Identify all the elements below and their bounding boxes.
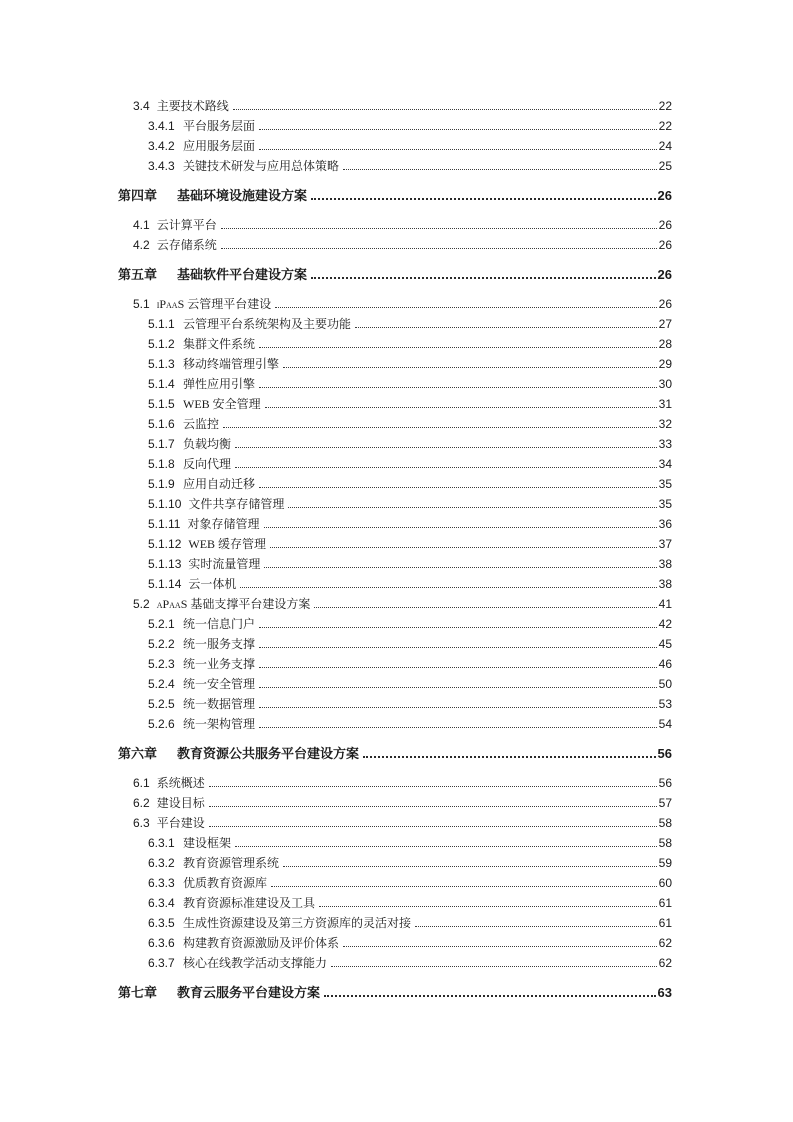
toc-leader-dots <box>324 986 656 997</box>
toc-leader-dots <box>259 678 657 688</box>
toc-entry-page: 36 <box>658 517 672 531</box>
toc-leader-dots <box>209 797 657 807</box>
toc-entry-number: 5.1.6 <box>148 417 175 431</box>
toc-entry-number: 6.3 <box>133 816 150 830</box>
toc-entry-page: 38 <box>658 557 672 571</box>
toc-entry-number: 5.1 <box>133 297 150 311</box>
toc-leader-dots <box>235 438 657 448</box>
toc-entry[interactable] <box>118 474 672 494</box>
toc-entry-page: 60 <box>658 876 672 890</box>
toc-chapter-entry[interactable] <box>118 185 672 206</box>
toc-entry[interactable] <box>118 953 672 973</box>
toc-entry-number: 6.3.2 <box>148 856 175 870</box>
toc-entry-number: 第六章 <box>118 746 158 761</box>
toc-entry[interactable] <box>118 534 672 554</box>
toc <box>118 96 672 1003</box>
toc-leader-dots <box>235 458 657 468</box>
toc-entry-number: 5.2.4 <box>148 677 175 691</box>
toc-entry-page: 59 <box>658 856 672 870</box>
toc-entry[interactable] <box>118 554 672 574</box>
toc-entry-title: 云存储系统 <box>156 238 217 252</box>
toc-entry[interactable] <box>118 434 672 454</box>
toc-entry[interactable] <box>118 833 672 853</box>
toc-leader-dots <box>355 318 657 328</box>
toc-entry-page: 35 <box>658 497 672 511</box>
toc-entry[interactable] <box>118 354 672 374</box>
toc-entry-page: 37 <box>658 537 672 551</box>
toc-leader-dots <box>343 160 657 170</box>
toc-leader-dots <box>221 219 657 229</box>
toc-entry-number: 6.1 <box>133 776 150 790</box>
toc-leader-dots <box>209 817 657 827</box>
toc-entry-number: 5.1.14 <box>148 577 182 591</box>
toc-entry-page: 45 <box>658 637 672 651</box>
toc-entry[interactable] <box>118 235 672 255</box>
toc-leader-dots <box>283 857 657 867</box>
toc-entry-title: 云一体机 <box>188 577 237 591</box>
toc-entry-page: 50 <box>658 677 672 691</box>
toc-entry-title: 基础软件平台建设方案 <box>177 267 308 282</box>
toc-entry-page: 53 <box>658 697 672 711</box>
toc-entry-number: 5.1.4 <box>148 377 175 391</box>
toc-entry-number: 5.1.12 <box>148 537 182 551</box>
toc-entry-page: 22 <box>658 99 672 113</box>
toc-entry[interactable] <box>118 913 672 933</box>
toc-entry[interactable] <box>118 514 672 534</box>
toc-entry[interactable] <box>118 454 672 474</box>
toc-entry[interactable] <box>118 634 672 654</box>
toc-entry[interactable] <box>118 334 672 354</box>
toc-entry-number: 6.3.1 <box>148 836 175 850</box>
toc-entry-title: 生成性资源建设及第三方资源库的灵活对接 <box>183 916 412 930</box>
toc-chapter-entry[interactable] <box>118 264 672 285</box>
toc-entry[interactable] <box>118 853 672 873</box>
toc-entry[interactable] <box>118 374 672 394</box>
toc-entry-title: 教育资源管理系统 <box>183 856 280 870</box>
toc-leader-dots <box>259 618 657 628</box>
toc-entry[interactable] <box>118 394 672 414</box>
toc-leader-dots <box>363 747 656 758</box>
toc-entry-title: 平台建设 <box>156 816 205 830</box>
toc-entry-page: 38 <box>658 577 672 591</box>
toc-leader-dots <box>343 937 657 947</box>
toc-entry-number: 第七章 <box>118 985 158 1000</box>
toc-entry[interactable] <box>118 714 672 734</box>
toc-entry-title: 统一数据管理 <box>183 697 256 711</box>
toc-entry-number: 6.2 <box>133 796 150 810</box>
toc-entry-number: 4.2 <box>133 238 150 252</box>
toc-entry-number: 5.1.9 <box>148 477 175 491</box>
toc-entry[interactable] <box>118 294 672 314</box>
toc-entry-title: 建设目标 <box>156 796 205 810</box>
toc-leader-dots <box>275 298 656 308</box>
toc-entry-page: 61 <box>658 916 672 930</box>
toc-chapter-entry[interactable] <box>118 743 672 764</box>
toc-entry-number: 5.1.7 <box>148 437 175 451</box>
toc-entry-number: 6.3.7 <box>148 956 175 970</box>
toc-entry-title: 教育云服务平台建设方案 <box>177 985 321 1000</box>
toc-entry-title: 云计算平台 <box>156 218 217 232</box>
toc-entry-title: 基础环境设施建设方案 <box>177 188 308 203</box>
toc-leader-dots <box>259 658 657 668</box>
toc-entry-page: 28 <box>658 337 672 351</box>
toc-leader-dots <box>259 338 657 348</box>
toc-entry[interactable] <box>118 893 672 913</box>
toc-entry-page: 26 <box>657 188 672 203</box>
toc-leader-dots <box>259 718 657 728</box>
toc-entry-title: 平台服务层面 <box>183 119 256 133</box>
toc-entry-title: 应用自动迁移 <box>183 477 256 491</box>
toc-entry-number: 5.2 <box>133 597 150 611</box>
toc-entry[interactable] <box>118 314 672 334</box>
toc-leader-dots <box>311 268 656 279</box>
toc-entry-title: 统一信息门户 <box>183 617 256 631</box>
toc-entry[interactable] <box>118 414 672 434</box>
toc-entry-page: 42 <box>658 617 672 631</box>
toc-leader-dots <box>314 598 656 608</box>
toc-entry-page: 58 <box>658 816 672 830</box>
toc-entry-page: 32 <box>658 417 672 431</box>
toc-entry-page: 56 <box>657 746 672 761</box>
toc-entry[interactable] <box>118 674 672 694</box>
toc-entry-page: 62 <box>658 956 672 970</box>
toc-entry-title: 云监控 <box>183 417 220 431</box>
toc-entry-title: aPaaS 基础支撑平台建设方案 <box>156 597 311 611</box>
toc-entry-number: 第四章 <box>118 188 158 203</box>
toc-entry-number: 5.1.5 <box>148 397 175 411</box>
toc-entry-title: WEB 缓存管理 <box>188 537 267 551</box>
toc-entry[interactable] <box>118 813 672 833</box>
toc-entry-title: 云管理平台系统架构及主要功能 <box>183 317 352 331</box>
toc-entry-page: 34 <box>658 457 672 471</box>
toc-entry-page: 33 <box>658 437 672 451</box>
toc-entry[interactable] <box>118 614 672 634</box>
toc-leader-dots <box>209 777 657 787</box>
toc-entry-title: 核心在线教学活动支撑能力 <box>183 956 328 970</box>
toc-entry-title: 反向代理 <box>183 457 232 471</box>
toc-entry-number: 5.1.8 <box>148 457 175 471</box>
toc-entry-number: 5.2.1 <box>148 617 175 631</box>
toc-entry-number: 5.1.10 <box>148 497 182 511</box>
toc-entry-page: 29 <box>658 357 672 371</box>
toc-entry-page: 56 <box>658 776 672 790</box>
toc-entry-page: 26 <box>658 238 672 252</box>
toc-entry[interactable] <box>118 594 672 614</box>
toc-entry-page: 61 <box>658 896 672 910</box>
toc-entry-title: 应用服务层面 <box>183 139 256 153</box>
toc-entry-title: 教育资源公共服务平台建设方案 <box>177 746 360 761</box>
toc-entry-title: 教育资源标准建设及工具 <box>183 896 316 910</box>
toc-entry-number: 5.1.13 <box>148 557 182 571</box>
toc-entry[interactable] <box>118 694 672 714</box>
toc-entry[interactable] <box>118 494 672 514</box>
toc-leader-dots <box>311 189 656 200</box>
toc-entry-page: 46 <box>658 657 672 671</box>
toc-entry[interactable] <box>118 215 672 235</box>
toc-chapter-entry[interactable] <box>118 982 672 1003</box>
toc-leader-dots <box>259 638 657 648</box>
toc-entry-number: 5.2.6 <box>148 717 175 731</box>
toc-entry-number: 3.4.3 <box>148 159 175 173</box>
toc-leader-dots <box>415 917 657 927</box>
toc-leader-dots <box>283 358 657 368</box>
toc-entry[interactable] <box>118 793 672 813</box>
toc-entry[interactable] <box>118 136 672 156</box>
toc-entry-number: 5.1.1 <box>148 317 175 331</box>
toc-entry-title: 集群文件系统 <box>183 337 256 351</box>
toc-entry-page: 26 <box>657 267 672 282</box>
toc-entry-title: 优质教育资源库 <box>183 876 268 890</box>
toc-entry-number: 6.3.3 <box>148 876 175 890</box>
toc-entry-page: 31 <box>658 397 672 411</box>
toc-entry-title: 移动终端管理引擎 <box>183 357 280 371</box>
toc-entry-number: 3.4.1 <box>148 119 175 133</box>
toc-entry-title: 关键技术研发与应用总体策略 <box>183 159 340 173</box>
toc-entry-number: 5.2.2 <box>148 637 175 651</box>
toc-entry-number: 5.2.5 <box>148 697 175 711</box>
toc-entry-page: 26 <box>658 218 672 232</box>
toc-entry-title: 统一安全管理 <box>183 677 256 691</box>
toc-entry[interactable] <box>118 156 672 176</box>
toc-entry[interactable] <box>118 933 672 953</box>
toc-entry-page: 41 <box>658 597 672 611</box>
toc-entry-title: 对象存储管理 <box>187 517 260 531</box>
toc-leader-dots <box>223 418 657 428</box>
toc-leader-dots <box>259 140 657 150</box>
toc-entry-number: 6.3.6 <box>148 936 175 950</box>
toc-entry-number: 6.3.4 <box>148 896 175 910</box>
toc-entry-title: 建设框架 <box>183 836 232 850</box>
toc-entry-page: 35 <box>658 477 672 491</box>
toc-entry-number: 4.1 <box>133 218 150 232</box>
toc-leader-dots <box>259 478 657 488</box>
toc-entry-page: 26 <box>658 297 672 311</box>
toc-entry-number: 3.4.2 <box>148 139 175 153</box>
toc-entry-number: 第五章 <box>118 267 158 282</box>
toc-entry-number: 3.4 <box>133 99 150 113</box>
toc-leader-dots <box>264 558 656 568</box>
toc-entry-page: 24 <box>658 139 672 153</box>
toc-entry-page: 58 <box>658 836 672 850</box>
toc-leader-dots <box>240 578 656 588</box>
toc-entry[interactable] <box>118 574 672 594</box>
toc-entry-number: 6.3.5 <box>148 916 175 930</box>
toc-entry[interactable] <box>118 873 672 893</box>
toc-entry-number: 5.2.3 <box>148 657 175 671</box>
toc-leader-dots <box>221 239 657 249</box>
toc-entry-title: 统一服务支撑 <box>183 637 256 651</box>
toc-leader-dots <box>270 538 657 548</box>
toc-leader-dots <box>259 120 657 130</box>
toc-entry-page: 30 <box>658 377 672 391</box>
toc-entry[interactable] <box>118 96 672 116</box>
toc-entry-title: iPaaS 云管理平台建设 <box>156 297 272 311</box>
toc-leader-dots <box>233 100 657 110</box>
toc-entry-title: 弹性应用引擎 <box>183 377 256 391</box>
toc-leader-dots <box>264 518 657 528</box>
toc-entry[interactable] <box>118 116 672 136</box>
toc-leader-dots <box>331 957 657 967</box>
toc-leader-dots <box>271 877 657 887</box>
toc-entry-page: 22 <box>658 119 672 133</box>
toc-entry-title: 统一架构管理 <box>183 717 256 731</box>
toc-entry-title: 负载均衡 <box>183 437 232 451</box>
toc-leader-dots <box>288 498 656 508</box>
toc-entry-title: 实时流量管理 <box>188 557 261 571</box>
toc-entry-page: 54 <box>658 717 672 731</box>
toc-leader-dots <box>235 837 657 847</box>
toc-entry-number: 5.1.3 <box>148 357 175 371</box>
toc-entry-page: 57 <box>658 796 672 810</box>
toc-entry[interactable] <box>118 773 672 793</box>
toc-leader-dots <box>259 698 657 708</box>
toc-entry-page: 63 <box>657 985 672 1000</box>
toc-entry-title: 文件共享存储管理 <box>188 497 285 511</box>
toc-leader-dots <box>265 398 657 408</box>
toc-leader-dots <box>319 897 657 907</box>
toc-entry-title: 统一业务支撑 <box>183 657 256 671</box>
toc-entry-page: 25 <box>658 159 672 173</box>
toc-entry-number: 5.1.2 <box>148 337 175 351</box>
toc-entry-page: 62 <box>658 936 672 950</box>
toc-entry-title: 系统概述 <box>156 776 205 790</box>
toc-leader-dots <box>259 378 657 388</box>
toc-entry[interactable] <box>118 654 672 674</box>
toc-entry-number: 5.1.11 <box>148 517 181 531</box>
toc-entry-title: 主要技术路线 <box>156 99 229 113</box>
toc-entry-page: 27 <box>658 317 672 331</box>
toc-entry-title: 构建教育资源激励及评价体系 <box>183 936 340 950</box>
toc-entry-title: WEB 安全管理 <box>183 397 261 411</box>
